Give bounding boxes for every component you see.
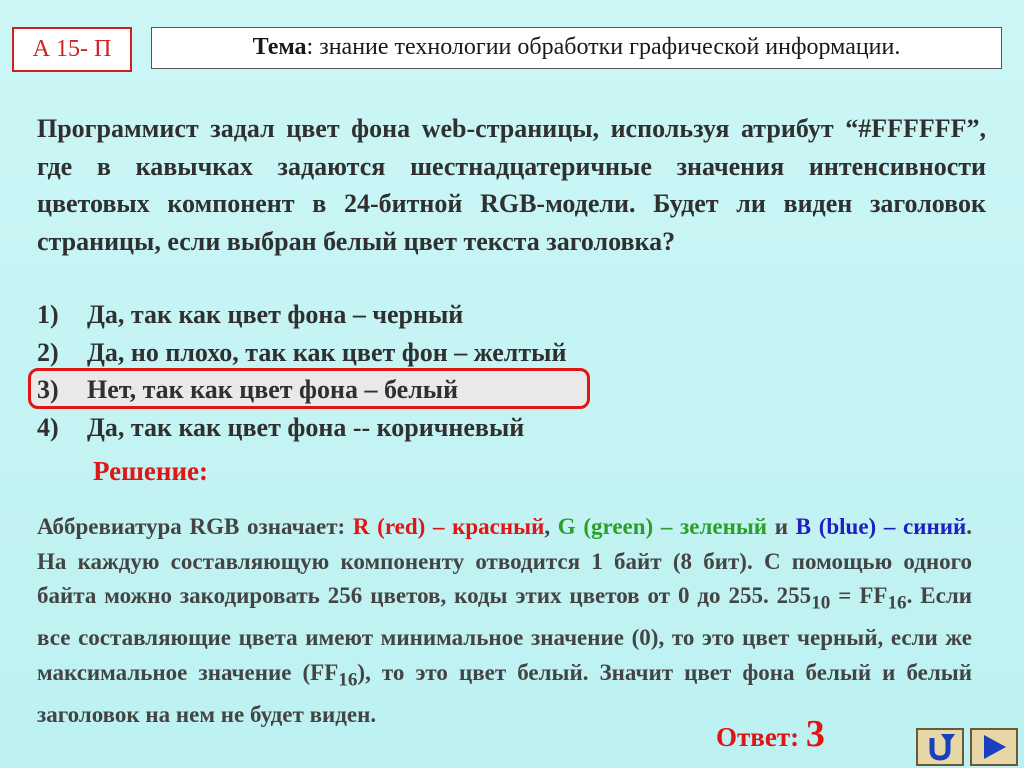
answer-text: Да, так как цвет фона – черный — [87, 300, 464, 329]
explanation-comma: , — [544, 514, 558, 539]
final-answer-value: 3 — [805, 713, 825, 755]
explanation-eq: = FF — [830, 583, 888, 608]
explanation-body-2: . Если все составляющие цвета имеют минимальное значение (0), то это цвет черный, если же максимальное значение (FF — [37, 583, 972, 685]
answer-option-2[interactable] — [37, 334, 986, 372]
back-button[interactable] — [916, 728, 964, 766]
topic-label: Тема — [252, 34, 307, 60]
subscript-16: 16 — [338, 669, 358, 691]
explanation-green: G (green) – зеленый — [557, 514, 768, 539]
explanation-blue: B (blue) – синий — [795, 514, 967, 539]
topic-banner — [151, 27, 1002, 69]
solution-explanation — [37, 510, 972, 732]
answer-number: 3) — [37, 375, 59, 404]
explanation-intro: Аббревиатура RGB означает: — [37, 514, 353, 539]
answer-option-4[interactable] — [37, 409, 986, 447]
play-triangle-icon — [979, 733, 1009, 761]
answer-option-1[interactable] — [37, 296, 986, 334]
slide-badge: А 15- П — [12, 27, 132, 72]
next-button[interactable] — [970, 728, 1018, 766]
answer-number: 2) — [37, 337, 59, 367]
solution-heading: Решение: — [93, 456, 208, 486]
answer-number: 1) — [37, 300, 59, 329]
answer-list — [37, 296, 986, 446]
explanation-body-1: . На каждую составляющую компоненту отводится 1 байт (8 бит). С помощью одного байта можно закодировать 256 цветов, коды этих цветов от 0 до 255. 255 — [37, 514, 973, 608]
topic-text: : знание технологии обработки графической информации. — [306, 34, 901, 60]
subscript-10: 10 — [811, 592, 831, 614]
explanation-and: и — [767, 514, 796, 539]
answer-number: 4) — [37, 412, 59, 442]
final-answer-label: Ответ: — [716, 722, 806, 752]
answer-text: Да, но плохо, так как цвет фон – желтый — [87, 337, 567, 367]
final-answer — [716, 712, 825, 756]
return-arrow-icon — [923, 732, 957, 762]
subscript-16: 16 — [887, 592, 907, 614]
explanation-body-3: ), то это цвет белый. Значит цвет фона белый и белый заголовок на нем не будет виден. — [37, 659, 972, 727]
answer-text: Нет, так как цвет фона – белый — [87, 375, 459, 404]
explanation-red: R (red) – красный — [352, 514, 545, 539]
answer-option-3[interactable] — [37, 371, 986, 409]
question-text: Программист задал цвет фона web-страницы, используя атрибут “#FFFFFF”, где в кавычках задаются шестнадцатеричные значения интенсивности цветовых компонент в 24-битной RGB-модели. Будет ли виден заголовок страницы, если выбран белый цвет текста заголовка? — [37, 114, 986, 256]
answer-text: Да, так как цвет фона -- коричневый — [87, 412, 525, 442]
